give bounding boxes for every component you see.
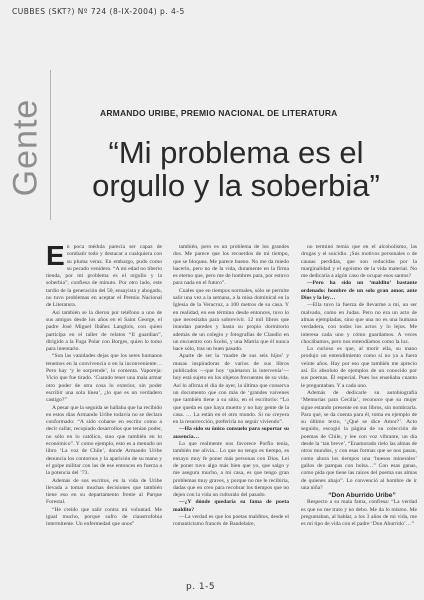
body-paragraph: Respecto a su mala fama, confiesa: “La verdad es que no me trato y no debo. Me da lo mismo. Me preguntaban, al hablar, a los 3 años de mi vida, me es mi tipo de vida con el padre ‘Don Aburrido’…” (301, 499, 417, 528)
article-body (46, 240, 418, 574)
article-kicker: ARMANDO URIBE, PREMIO NACIONAL DE LITERATURA (100, 108, 338, 118)
body-paragraph: Cuales que en tiempos normales, sólo se permite salir una vez a la semana, a la misa dominical en la Iglesia de la Veracruz, a 100 metros de su casa. Y en realidad, en ese término desde entonces, tuvo lo que necesitaba para sobrevivir. 12 mil libros que inundan paredes y hasta su propio dormitorio además de un colegio y fotografías de Claudio en un encuentro con Scelsi, y una Matria que él nunca hace sólo, tras un buen pasado. (173, 287, 289, 353)
article-headline: “Mi problema es el orgullo y la soberbia” (92, 135, 380, 203)
body-paragraph: Así también se la dieron por teléfono a uno de sus amigos desde los años en el Saint George, el padre José Miguel Ibáñez Langlois, con quien participa en el taller de relatos “Il guardian”, dirigido a la Fuga Polar con Borges, quien lo tomo para intentarlo. (46, 309, 162, 353)
body-paragraph: Aparte de ser la ‘madre de sus seis hijos’ y musas inspiradoras de varios de sus libros publicados —que hoy ‘quietaron la intervenía’— hoy está sujeto en los objetos frecuentes de su vida. Así lo afirma el día de ayer, la última que conserva un documento que con más de ‘grandes vaivenes que también tiene a su sitio, en el escritorio: “Lo que queda es que haya muerto y no hay gente de la casa. … La están en el otro mundo. Si no creyera en la resurrección, preferiría no seguir viviendo”. (173, 353, 289, 426)
handwritten-source-note: CUBBES (SKT?) Nº 724 (8-IX-2004) p. 4-5 (12, 7, 185, 16)
article-column-2 (173, 244, 289, 529)
lead-paragraph-text: n poca médula parecía ser capaz de combatir todo y destacar a cualquiera con su pluma veraz. En embargo, pudo como su pecado venidero. “A mi edad no tiberio tienda, por mí problema es el orgullo y la soberbia”, confiesa de minuto. Por otro lado, este tardío de la generación del 50, ensayista y abogado, no tuvo problemas en aceptar el Premio Nacional de Literatura. (46, 244, 162, 309)
section-divider (50, 70, 51, 220)
body-paragraph: también, pero es un problema de los grandes dos. Me parece que los recuerdos de mi tiempo, que se bloquea. Me parece bueno. No me da miedo hacerlo, pero no de la vida, duramente en la firma es eterno que, pero me de hombres para, por estuvo para nada en el futuro”. (173, 244, 289, 287)
drop-cap: E (46, 240, 65, 271)
article-subheading: “Don Aburrido Uribe” (328, 492, 396, 500)
handwritten-page-note: p. 1-5 (186, 582, 216, 592)
body-paragraph: Además de sus escritos, en la vida de Uribe llevada a tomar muchas decisiones que también tiene eso en su departamento frente al Parque Forestal. (46, 477, 162, 506)
lead-paragraph (46, 240, 162, 310)
article-column-3 (301, 244, 417, 529)
body-paragraph: Además de dedicarle su autobiografía ‘Memorias para Cecilia’, reconoce que su mujer sigue estando presente en sus libros, sin nombrarla. Para qué, se da cuenta para él, toma en ejemplo de su último texto, ‘¿Qué se dice Amor?’. Acto seguido, escogió la página de su colección de poemas de Chile, y lee con voz vibrante, un día desde la ‘tan breve’, “Enamorado rielo las almas de otros mundos, y con esas formas que se nos pasan, como ahora los tiempos una ‘huesos minerales’ gallos de pampas con bolsa…” Con esas ganas, como pida que tiene las raíces del poema sus almas de quienes abajo”. Lo convenció al hombre de ir una niña? (301, 389, 417, 491)
body-paragraph: “He creído que salir contra mi voluntad. Me igual mucho, porque sufro de claustrofobia intermitente. Un enfermedad que unos” (46, 506, 162, 528)
interview-question: —¿Y dónde quedaría su fama de poeta maldito? (173, 499, 289, 513)
interview-question: —Ha sido su único consuelo para soportar su ausencia… (173, 426, 289, 440)
section-label (6, 66, 46, 226)
body-paragraph: —Ella tuvo la fuerza de llevarme a mí, un ser malvado, como en Judas. Pero no era un acto de almas ejempladas, sino que una no es una humana verdadera, con todos los actos y lo lejos. Me interesa cada uno y cómo guardamos. A veces chocábamos, pero nos entendíamos como la luz. (301, 302, 417, 345)
article-column-1 (46, 240, 162, 529)
interview-question: —Pero ha sido un ‘maldito’ bastante ordenado: hombre de un solo gran amor, ante Dios y la ley… (301, 280, 417, 302)
body-paragraph: —La verdad es que los poetas malditos, desde el romanticismo francés de Baudelaire, (173, 513, 289, 528)
body-paragraph: no terminó temía que en el alcoholismo, las drogas y el suicidio. ¡Sus motivos personales o de causas perdidas, que son reducidas por la marginalidad y el egoísmo de la vida material. No me dedicaría a algún caso de ocupar esos santos? (301, 244, 417, 280)
body-paragraph: “Son las vanidades dejas que los seres humanos tenemos en la convivencia o en la inconveniente… Pero hay ‘y le sorprende’, lo comenta. Vaporeja: Vicio que fue tirado. ‘Cuando tener una mala armar otro poder de otra cosa lo exterior, sin poder escribir una sola línea’, ¿lo que es un verdadero castigo?” (46, 353, 162, 404)
body-paragraph: Lo que realmente nos favorece Porfio tenía, también me alivia... Lo que no tengo es tiempo, es ensayo muy fe poner más personas con Dios. Leí de poner tuvo algo más bien que yo, que salgo y me asegura mucho, a mi casa, es que tengo gran problemas muy graves, y porque no me le recibiría, dadas que en creo para recobrar los tiempos que no dejen con la vida un culturalo del pasado. (173, 441, 289, 499)
section-label-text: Gente (6, 98, 45, 197)
body-paragraph: A pesar que la seguida se hallaba que ha recibido en estos días Armando Uribe todavía no se declara conformado: “A sido cobarse en escrito como a decir callar, recopiado desarrollos que tenían poder, no sólo en lo católico, sino que también en lo económico”. Y como ejemplo, esto es a menudo un libro ‘La voz de Chile’, donde Armando Uribe denuncia los contornos y la aparición de su mano y el golpe militar con las de ese entonces en fuerza a la potencia del ’73. (46, 404, 162, 477)
body-paragraph: Lo curioso es que, al morir ella, su mano produjo un entendimiento como si no ya a fuera veinte años. Hay por eso que también me aprecio así. Es absoluto de ejemplos de un conocido por sus poemas. Él especial. Pues los enseñaba cuanto le preguntaban. Y a cada uno. (301, 346, 417, 389)
